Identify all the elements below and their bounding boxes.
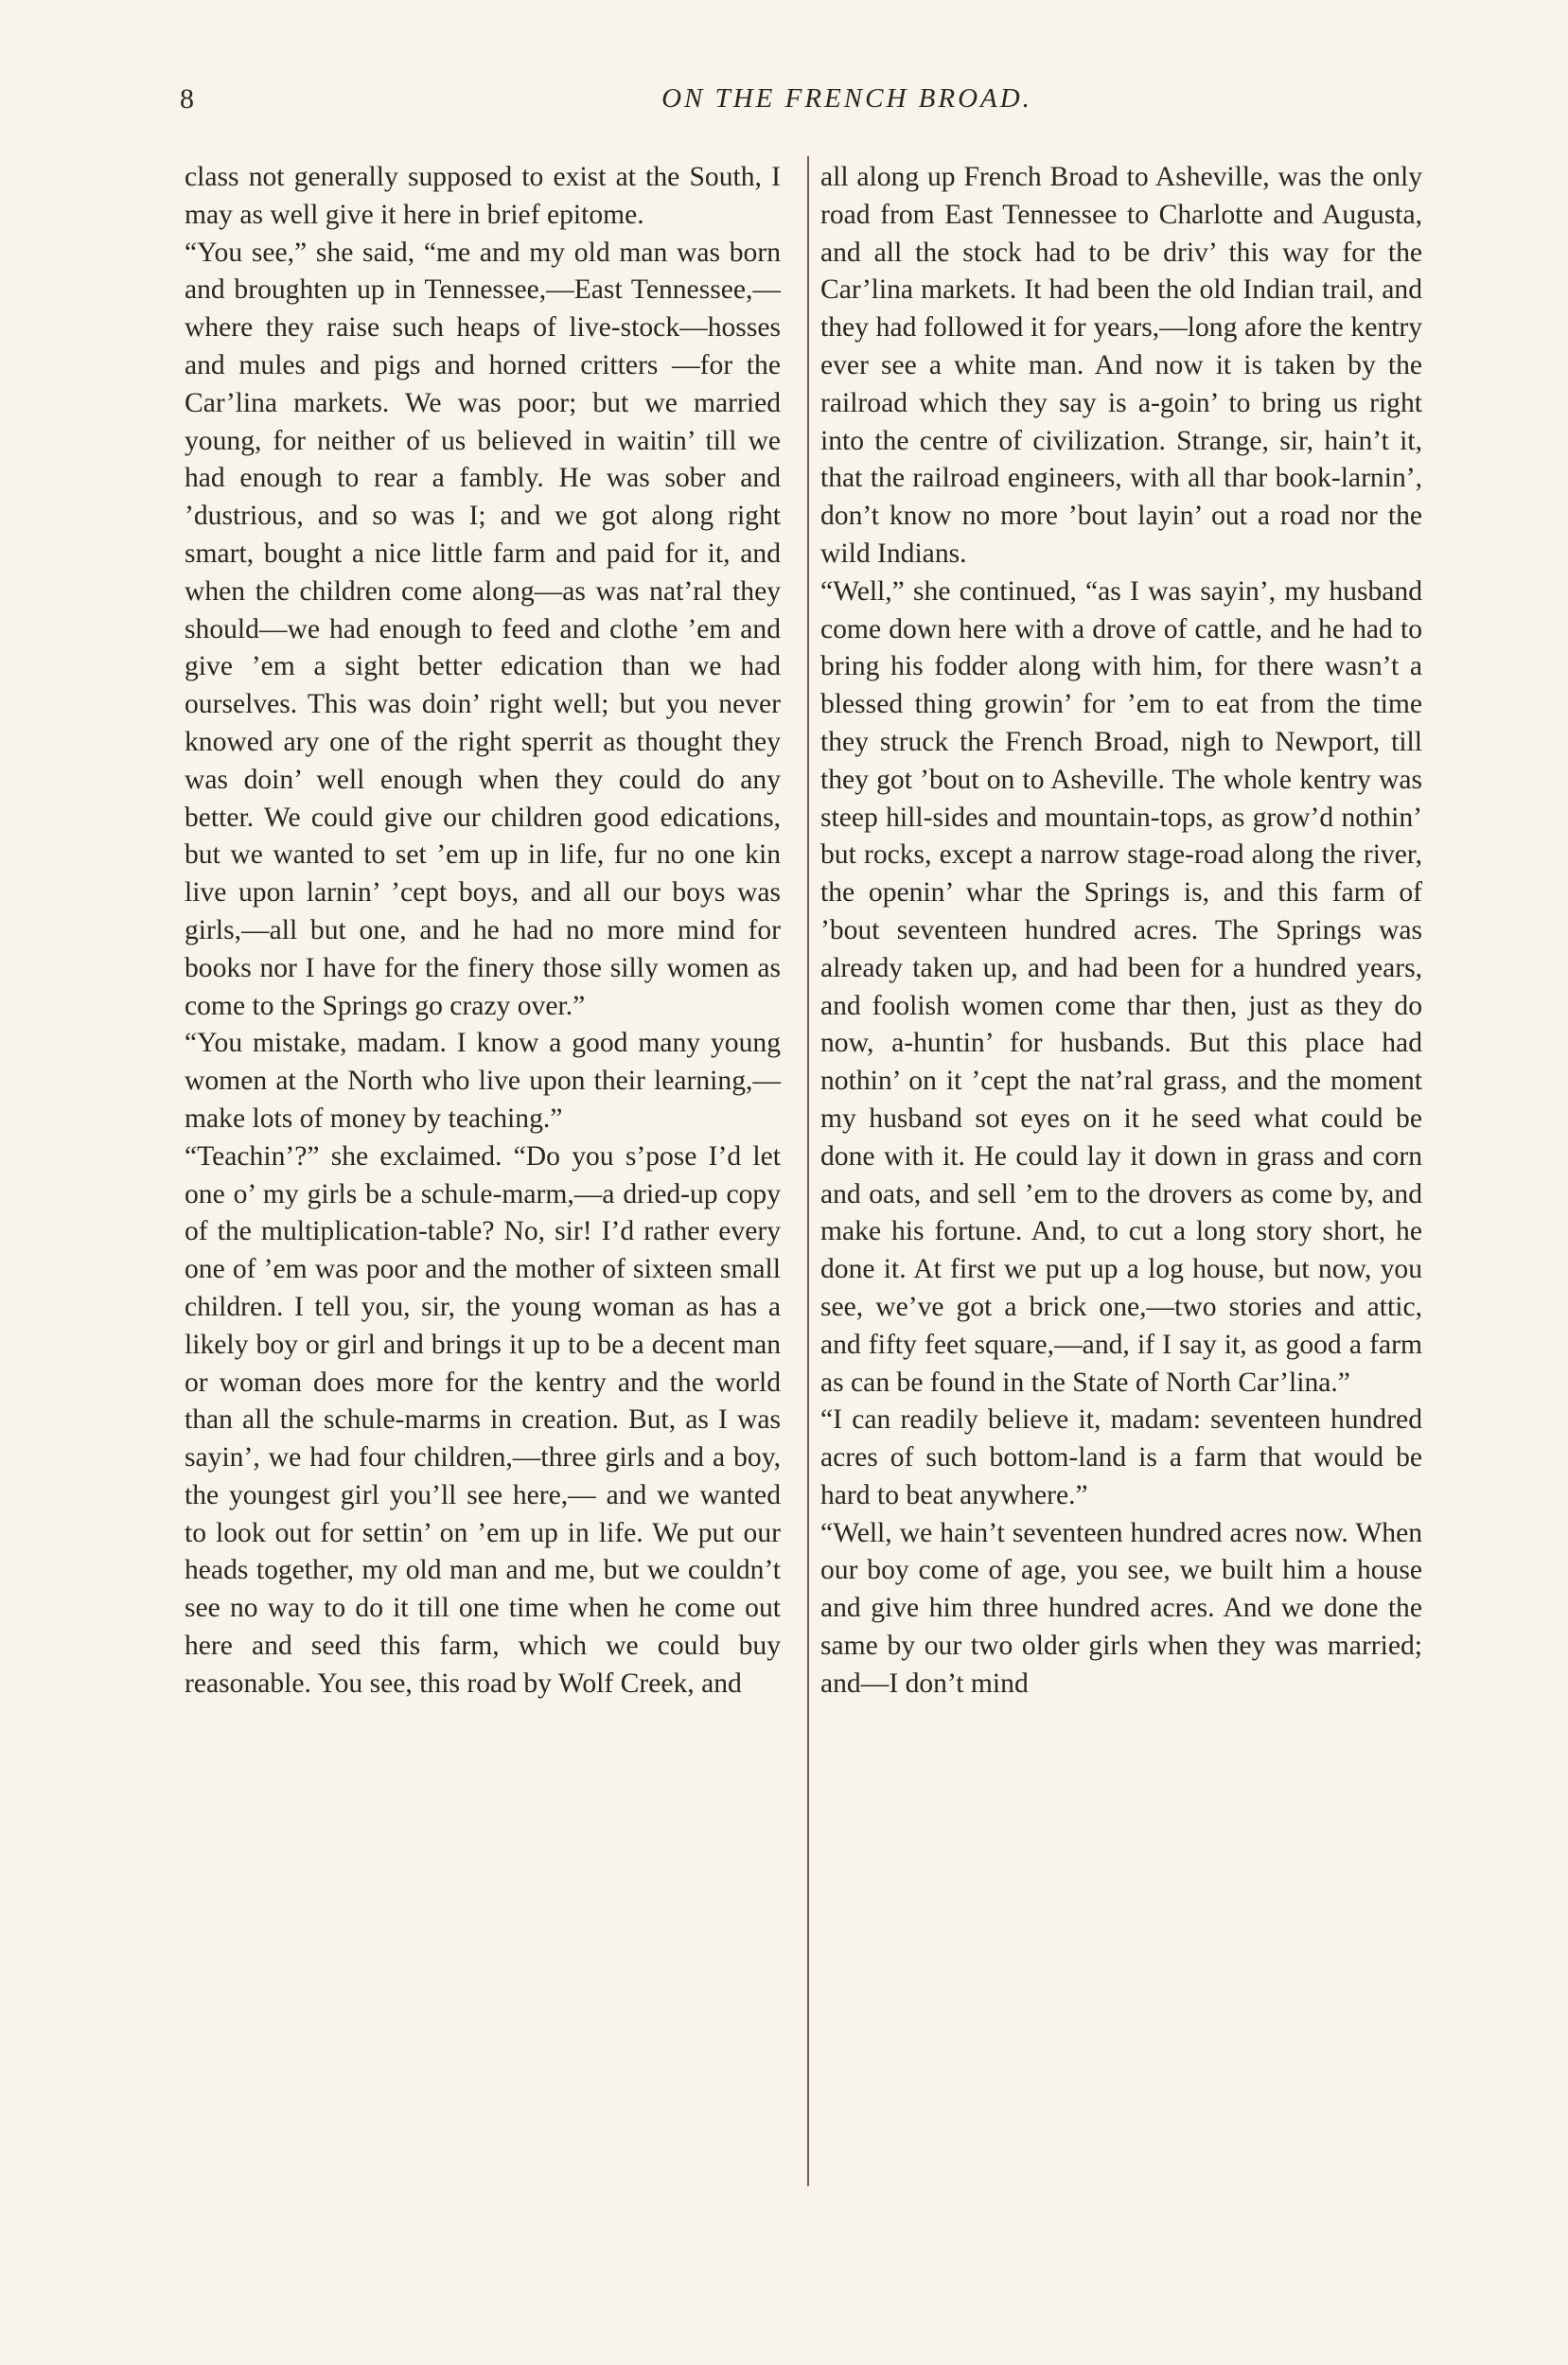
paragraph: class not generally supposed to exist at the South, I may as well give it here in brief epitome.: [185, 162, 781, 230]
column-divider: [807, 156, 809, 2186]
page-number: 8: [180, 83, 194, 115]
left-column: [185, 159, 781, 1703]
paragraph: “You see,” she said, “me and my old man was born and broughten up in Tennessee,—East Tennessee,—where they raise such heaps of live-stock—hosses and mules and pigs and horned critters —for the Car’lina markets. We was poor; but we married young, for neither of us believed in waitin’ till we had enough to rear a fambly. He was sober and ’dustrious, and so was I; and we got along right smart, bought a nice little farm and paid for it, and when the children come along—as was nat’ral they should—we had enough to feed and clothe ’em and give ’em a sight better edication than we had ourselves. This was doin’ right well; but you never knowed ary one of the right sperrit as thought they was doin’ well enough when they could do any better. We could give our children good edications, but we wanted to set ’em up in life, fur no one kin live upon larnin’ ’cept boys, and all our boys was girls,—all but one, and he had no more mind for books nor I have for the finery those silly women as come to the Springs go crazy over.”: [185, 237, 781, 1021]
paragraph: “Teachin’?” she exclaimed. “Do you s’pose I’d let one o’ my girls be a schule-marm,—a dried-up copy of the multiplication-table? No, sir! I’d rather every one of ’em was poor and the mother of sixteen small children. I tell you, sir, the young woman as has a likely boy or girl and brings it up to be a decent man or woman does more for the kentry and the world than all the schule-marms in creation. But, as I was sayin’, we had four children,—three girls and a boy, the youngest girl you’ll see here,— and we wanted to look out for settin’ on ’em up in life. We put our heads together, my old man and me, but we couldn’t see no way to do it till one time when he come out here and seed this farm, which we could buy reasonable. You see, this road by Wolf Creek, and: [185, 1140, 781, 1699]
paragraph: “Well, we hain’t seventeen hundred acres now. When our boy come of age, you see, we built him a house and give him three hundred acres. And we done the same by our two older girls when they was married; and—I don’t mind: [820, 1517, 1422, 1699]
paragraph: all along up French Broad to Asheville, was the only road from East Tennessee to Charlotte and Augusta, and all the stock had to be driv’ this way for the Car’lina markets. It had been the old Indian trail, and they had followed it for years,—long afore the kentry ever see a white man. And now it is taken by the railroad which they say is a-goin’ to bring us right into the centre of civilization. Strange, sir, hain’t it, that the railroad engineers, with all thar book-larnin’, don’t know no more ’bout layin’ out a road nor the wild Indians.: [820, 162, 1422, 569]
paragraph: “I can readily believe it, madam: seventeen hundred acres of such bottom-land is a farm that would be hard to beat anywhere.”: [820, 1404, 1422, 1510]
page-header: [180, 83, 1419, 131]
paragraph: “You mistake, madam. I know a good many young women at the North who live upon their learning,—make lots of money by teaching.”: [185, 1028, 781, 1134]
running-title: ON THE FRENCH BROAD.: [661, 83, 1032, 114]
right-column: [820, 159, 1422, 1703]
paragraph: “Well,” she continued, “as I was sayin’, my husband come down here with a drove of cattle, and he had to bring his fodder along with him, for there wasn’t a blessed thing growin’ for ’em to eat from the time they struck the French Broad, nigh to Newport, till they got ’bout on to Asheville. The whole kentry was steep hill-sides and mountain-tops, as grow’d nothin’ but rocks, except a narrow stage-road along the river, the openin’ whar the Springs is, and this farm of ’bout seventeen hundred acres. The Springs was already taken up, and had been for a hundred years, and foolish women come thar then, just as they do now, a-huntin’ for husbands. But this place had nothin’ on it ’cept the nat’ral grass, and the moment my husband sot eyes on it he seed what could be done with it. He could lay it down in grass and corn and oats, and sell ’em to the drovers as come by, and make his fortune. And, to cut a long story short, he done it. At first we put up a log house, but now, you see, we’ve got a brick one,—two stories and attic, and fifty feet square,—and, if I say it, as good a farm as can be found in the State of North Car’lina.”: [820, 575, 1422, 1398]
